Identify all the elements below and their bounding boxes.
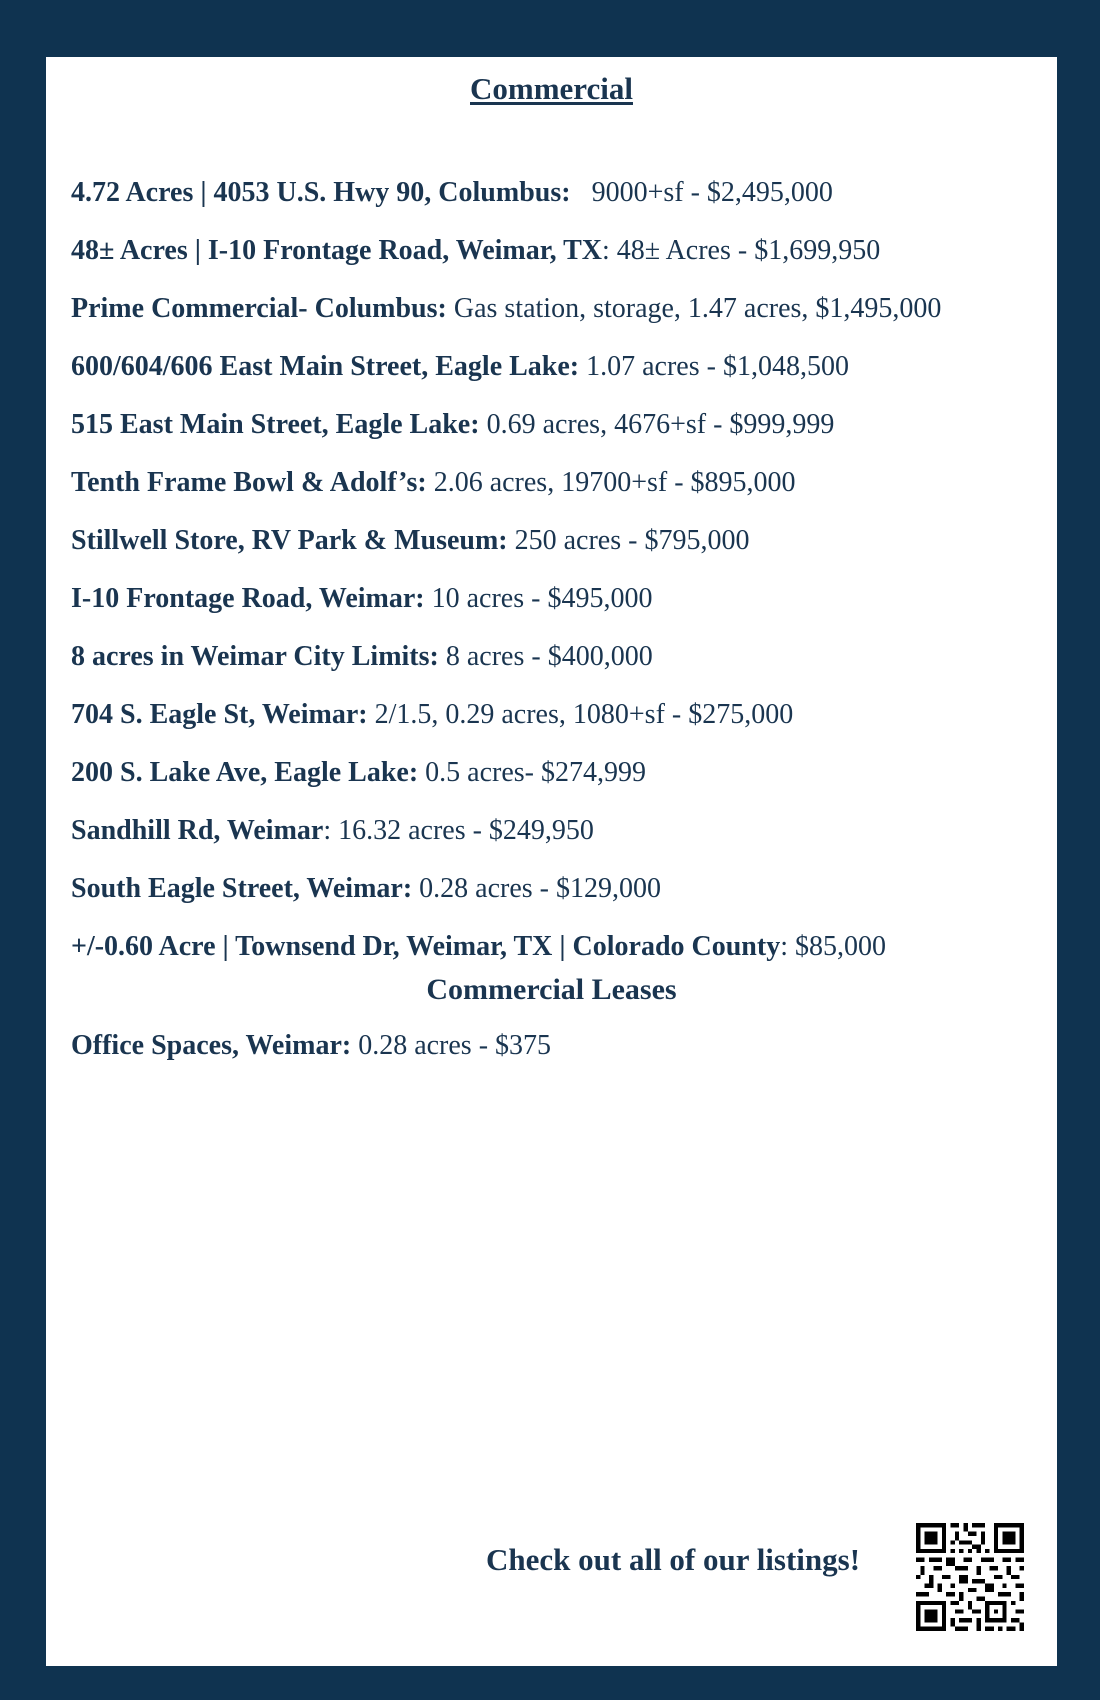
qr-code-icon[interactable]	[916, 1523, 1024, 1631]
list-item[interactable]: 200 S. Lake Ave, Eagle Lake: 0.5 acres- $274,999	[71, 757, 646, 788]
list-item[interactable]: +/-0.60 Acre | Townsend Dr, Weimar, TX | Colorado County: $85,000	[71, 931, 886, 962]
listing-page	[46, 57, 1057, 1666]
list-item[interactable]: 600/604/606 East Main Street, Eagle Lake: 1.07 acres - $1,048,500	[71, 351, 849, 382]
list-item[interactable]: 704 S. Eagle St, Weimar: 2/1.5, 0.29 acres, 1080+sf - $275,000	[71, 699, 794, 730]
list-item[interactable]: Sandhill Rd, Weimar: 16.32 acres - $249,950	[71, 815, 594, 846]
leases-title: Commercial Leases	[426, 973, 677, 1006]
commercial-leases	[71, 1017, 551, 1075]
list-item[interactable]: 4.72 Acres | 4053 U.S. Hwy 90, Columbus: 9000+sf - $2,495,000	[71, 177, 833, 208]
list-item[interactable]: 48± Acres | I-10 Frontage Road, Weimar, TX: 48± Acres - $1,699,950	[71, 235, 881, 266]
list-item[interactable]: Stillwell Store, RV Park & Museum: 250 acres - $795,000	[71, 525, 750, 556]
list-item[interactable]: I-10 Frontage Road, Weimar: 10 acres - $495,000	[71, 583, 653, 614]
listings-cta[interactable]: Check out all of our listings!	[486, 1542, 861, 1577]
commercial-listings	[71, 164, 1047, 976]
list-item[interactable]: Office Spaces, Weimar: 0.28 acres - $375	[71, 1030, 552, 1061]
list-item[interactable]: 8 acres in Weimar City Limits: 8 acres - $400,000	[71, 641, 653, 672]
page-title: Commercial	[470, 71, 633, 106]
list-item[interactable]: Prime Commercial- Columbus: Gas station, storage, 1.47 acres, $1,495,000	[71, 293, 942, 324]
list-item[interactable]: Tenth Frame Bowl & Adolf’s: 2.06 acres, 19700+sf - $895,000	[71, 467, 796, 498]
list-item[interactable]: South Eagle Street, Weimar: 0.28 acres - $129,000	[71, 873, 661, 904]
list-item[interactable]: 515 East Main Street, Eagle Lake: 0.69 acres, 4676+sf - $999,999	[71, 409, 835, 440]
